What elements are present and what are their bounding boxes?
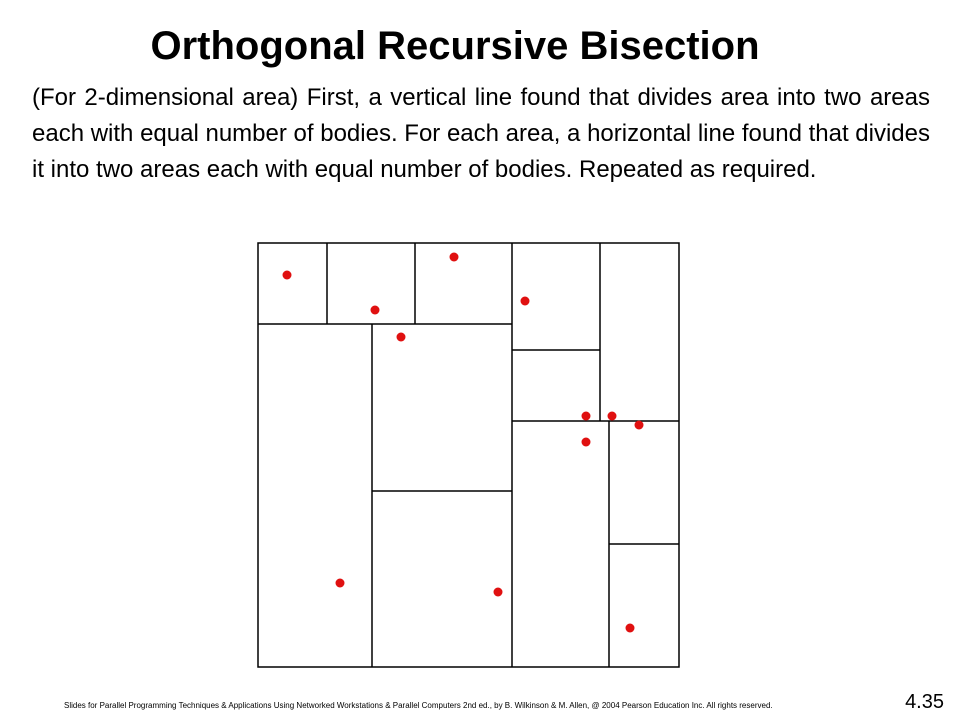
body-point bbox=[635, 421, 644, 430]
slide-title: Orthogonal Recursive Bisection bbox=[150, 24, 760, 68]
slide-number: 4.35 bbox=[905, 691, 944, 713]
body-point bbox=[336, 579, 345, 588]
body-point bbox=[521, 297, 530, 306]
footer-credit: Slides for Parallel Programming Techniques & Applications Using Networked Workstations & Parallel Computers 2nd ed., by B. Wilkinson & M. Allen, @ 2004 Pearson Education Inc. All rights reserved. bbox=[64, 701, 773, 710]
body-point bbox=[626, 624, 635, 633]
body-point bbox=[582, 412, 591, 421]
outer-boundary bbox=[258, 243, 679, 667]
body-point bbox=[371, 306, 380, 315]
body-point bbox=[283, 271, 292, 280]
body-point bbox=[582, 438, 591, 447]
slide-body-text: (For 2-dimensional area) First, a vertical line found that divides area into two areas each with equal number of bodies. For each area, a horizontal line found that divides it into two areas each with equal number of bodies. Repeated as required. bbox=[32, 84, 930, 183]
body-point bbox=[450, 253, 459, 262]
body-point bbox=[494, 588, 503, 597]
body-point bbox=[397, 333, 406, 342]
body-point bbox=[608, 412, 617, 421]
